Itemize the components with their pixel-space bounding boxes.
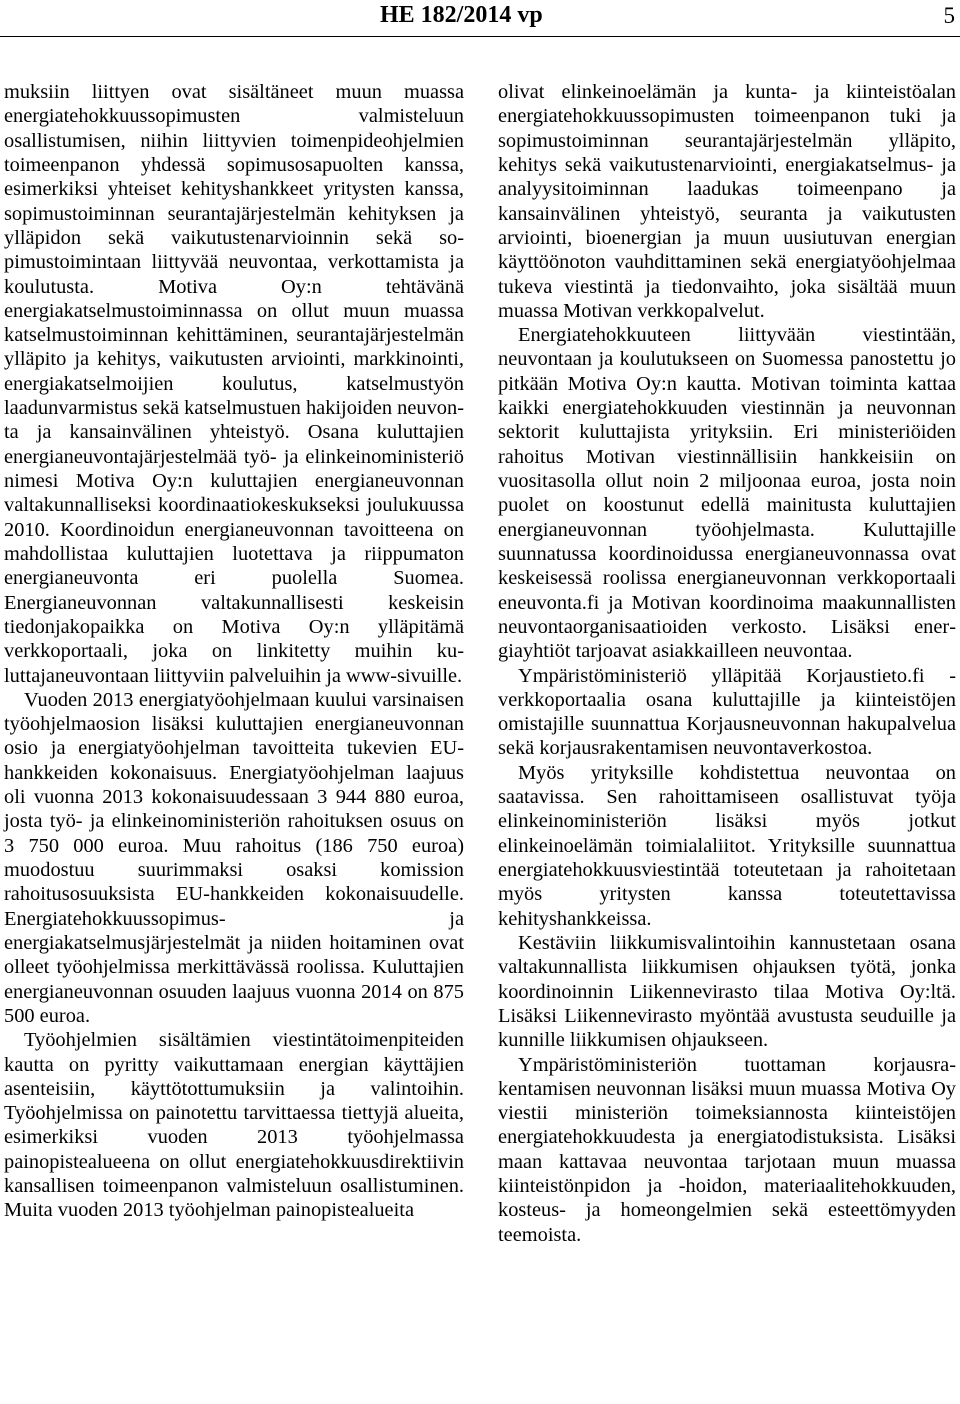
paragraph: olivat elinkeinoelämän ja kunta- ja kiinteistöalan energiatehokkuussopimusten toimeenpanon tuki ja sopimustoiminnan seurantajärjestelmän ylläpito, kehitys sekä vaikutustenarviointi, energiakatselmus- ja analyysitoiminnan laadukas toimeenpano ja kansainvälinen yhteistyö, seuranta ja vaikutusten arviointi, bioenergian ja muun uusiutuvan energian käyttöönoton vauhdittaminen sekä energiatyöohjelmaa tukeva viestintä ja tiedonvaihto, joka sisältää muun muassa Motivan verkkopalvelut. [498, 81, 956, 322]
paragraph: Työohjelmien sisältämien viestintätoimenpiteiden kautta on pyritty vaikuttamaan energian käyttäjien asenteisiin, käyttötottumuksiin ja valintoihin. Työohjelmissa on painotettu tarvittaessa tiettyjä alueita, esimerkiksi vuoden 2013 työohjelmassa painopistealueena on ollut energiatehokkuusdirektiivin kansallisen toimeenpanon valmisteluun osallistuminen. Muita vuoden 2013 työohjelman painopistealueita [4, 1029, 464, 1222]
paragraph: Ympäristöministeriön tuottaman korjausrakentamisen neuvonnan lisäksi muun muassa Motiva Oy viestii ministeriön toimeksiannosta kiinteistöjen energiatehokkuudesta ja energiatodistuksista. Lisäksi maan kattavaa neuvontaa tarjotaan muun muassa kiinteistönpidon ja -hoidon, materiaalitehokkuuden, kosteus- ja homeongelmien sekä esteettömyyden teemoista. [498, 1053, 956, 1246]
document-id: HE 182/2014 vp [380, 2, 543, 28]
paragraph: Energiatehokkuuteen liittyvään viestintään, neuvontaan ja koulutukseen on Suomessa panostettu jo pitkään Motiva Oy:n kautta. Motivan toiminta kattaa kaikki energiatehokkuuden viestinnän ja neuvonnan sektorit kuluttajista yrityksiin. Eri ministeriöiden rahoitus Motivan viestinnällisiin hankkeisiin on vuositasolla ollut noin 2 miljoonaa euroa, josta noin puolet on koostunut edellä mainitusta kuluttajien energianeuvonnan työohjelmasta. Kuluttajille suunnatussa koordinoidussa energianeuvonnassa ovat keskeisessä roolissa energianeuvonnan verkkoportaali eneuvonta.fi ja Motivan koordinoima maakunnallisten neuvontaorganisaatioiden verkosto. Lisäksi energiayhtiöt tarjoavat asiakkailleen neuvontaa. [498, 324, 956, 663]
paragraph: Myös yrityksille kohdistettua neuvontaa on saatavissa. Sen rahoittamiseen osallistuvat työja elinkeinoministeriön lisäksi myös jotkut elinkeinoelämän toimialaliitot. Yrityksille suunnattua energiatehokkuusviestintää toteutetaan ja rahoitetaan myös yritysten kanssa toteutettavissa kehityshankkeissa. [498, 761, 956, 930]
paragraph: Vuoden 2013 energiatyöohjelmaan kuului varsinaisen työohjelmaosion lisäksi kuluttajien energianeuvonnan osio ja energiatyöohjelman tavoitteita tukevien EU-hankkeiden kokonaisuus. Energiatyöohjelman laajuus oli vuonna 2013 kokonaisuudessaan 3 944 880 euroa, josta työ- ja elinkeinoministeriön rahoituksen osuus on 3 750 000 euroa. Muu rahoitus (186 750 euroa) muodostuu suurimmaksi osaksi komission rahoitusosuuksista EU-hankkeiden kokonaisuudelle. Energiatehokkuussopimus- ja energiakatselmusjärjestelmät ja niiden hoitaminen ovat olleet työohjelmissa merkittävässä roolissa. Kuluttajien energianeuvonnan osuuden laajuus vuonna 2014 on 875 500 euroa. [4, 688, 464, 1027]
right-column [498, 80, 956, 1247]
page-number: 5 [943, 3, 955, 28]
page-header [0, 0, 960, 50]
paragraph: Ympäristöministeriö ylläpitää Korjaustieto.fi -verkkoportaalia osana kuluttajille ja kiinteistöjen omistajille suunnattua Korjausneuvonnan hakupalvelua sekä korjausrakentamisen neuvontaverkostoa. [498, 664, 956, 760]
header-divider [0, 36, 960, 37]
paragraph: Kestäviin liikkumisvalintoihin kannustetaan osana valtakunnallista liikkumisen ohjauksen työtä, jonka koordinoinnin Liikennevirasto tilaa Motiva Oy:ltä. Lisäksi Liikennevirasto myöntää avustusta seuduille ja kunnille liikkumisen ohjaukseen. [498, 931, 956, 1052]
paragraph: muksiin liittyen ovat sisältäneet muun muassa energiatehokkuussopimusten valmisteluun osallistumisen, niihin liittyvien toimenpideohjelmien toimeenpanon yhdessä sopimusosapuolten kanssa, esimerkiksi yhteiset kehityshankkeet yritysten kanssa, sopimustoiminnan seurantajärjestelmän kehityksen ja ylläpidon sekä vaikutustenarvioinnin sekä sopimustoimintaan liittyvää neuvontaa, verkottamista ja koulutusta. Motiva Oy:n tehtävänä energiakatselmustoiminnassa on ollut muun muassa katselmustoiminnan kehittäminen, seurantajärjestelmän ylläpito ja kehitys, vaikutusten arviointi, markkinointi, energiakatselmoijien koulutus, katselmustyön laadunvarmistus sekä katselmustuen hakijoiden neuvonta ja kansainvälinen yhteistyö. Osana kuluttajien energianeuvontajärjestelmää työ- ja elinkeinoministeriö nimesi Motiva Oy:n kuluttajien energianeuvonnan valtakunnalliseksi koordinaatiokeskukseksi joulukuussa 2010. Koordinoidun energianeuvonnan tavoitteena on mahdollistaa kuluttajien luotettava ja riippumaton energianeuvonta eri puolella Suomea. Energianeuvonnan valtakunnallisesti keskeisin tiedonjakopaikka on Motiva Oy:n ylläpitämä verkkoportaali, joka on linkitetty muihin kuluttajaneuvontaan liittyviin palveluihin ja www-sivuille. [4, 81, 464, 687]
left-column [4, 80, 464, 1223]
